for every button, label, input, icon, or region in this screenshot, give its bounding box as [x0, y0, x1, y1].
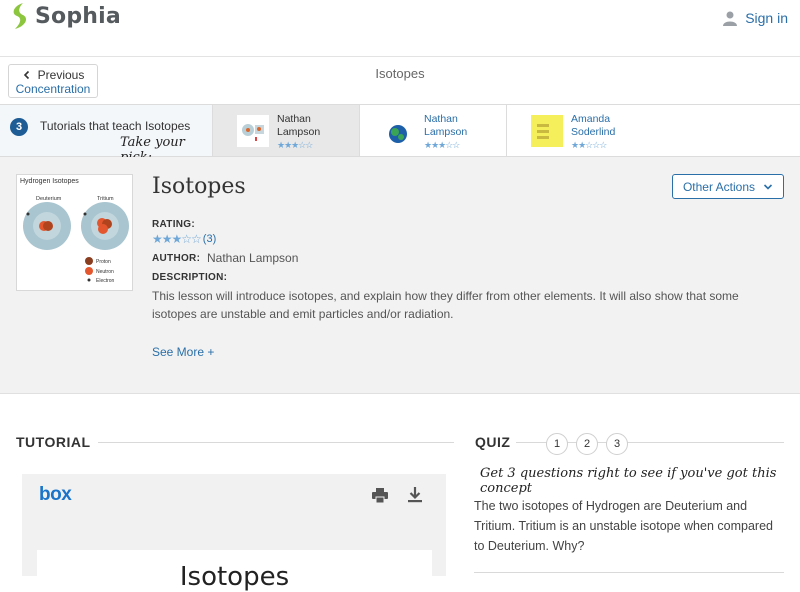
author-name: Nathan Lampson: [207, 251, 299, 265]
tutorial-picker-label: Tutorials that teach Isotopes: [40, 119, 191, 133]
brand-name: Sophia: [35, 3, 121, 29]
document-title: Isotopes: [179, 562, 290, 592]
sophia-leaf-icon: [9, 2, 31, 30]
author-first-name: Nathan: [277, 113, 311, 125]
lesson-description: This lesson will introduce isotopes, and explain how they differ from other elements. It will also show that some isotopes are unstable and emit particles and/or radiation.: [152, 289, 739, 321]
tutorial-picker-intro: [0, 105, 212, 156]
rating-count: (3): [202, 233, 217, 245]
tutorial-thumbnail: [237, 115, 269, 147]
tutorial-card[interactable]: [212, 105, 359, 156]
thumbnail-left-label: Deuterium: [36, 196, 62, 202]
tutorial-rating-stars: ★★★☆☆: [277, 140, 313, 150]
quiz-step-1[interactable]: 1: [546, 433, 568, 455]
lesson-thumbnail: [16, 174, 133, 291]
tutorial-author: [571, 113, 615, 139]
tutorial-author: [424, 113, 467, 139]
tutorial-card[interactable]: [359, 105, 506, 156]
previous-lesson-title: Concentration: [15, 82, 91, 96]
page-title: Isotopes: [375, 66, 425, 81]
print-icon[interactable]: [372, 488, 388, 503]
lesson-nav: [0, 58, 800, 104]
lesson-title: Isotopes: [152, 174, 246, 199]
quiz-question: The two isotopes of Hydrogen are Deuterium and Tritium. Tritium is an unstable isotope when compared to Deuterium. Why?: [474, 499, 773, 553]
tutorial-heading: TUTORIAL: [16, 434, 91, 450]
thumbnail-right-label: Tritium: [97, 196, 114, 202]
previous-label: Previous: [37, 68, 85, 82]
quiz-hint: Get 3 questions right to see if you've got this concept: [480, 466, 777, 496]
other-actions-label: Other Actions: [682, 179, 756, 194]
tutorial-rating-stars: ★★★☆☆: [424, 140, 460, 150]
site-header: [0, 0, 800, 57]
author-first-name: Amanda: [571, 113, 611, 125]
isotope-diagram: [17, 175, 134, 292]
author-last-name: Lampson: [424, 126, 468, 138]
legend-neutron: Neutron: [96, 269, 114, 275]
box-logo[interactable]: box: [39, 484, 72, 505]
sign-in-link[interactable]: [723, 10, 788, 26]
sign-in-label: Sign in: [745, 10, 788, 26]
author-last-name: Soderlind: [571, 126, 616, 138]
rating-label: RATING:: [152, 219, 196, 230]
legend-electron: Electron: [96, 278, 115, 284]
tutorial-divider: [98, 442, 454, 443]
lesson-details: [0, 157, 800, 394]
document-page: [37, 550, 432, 592]
author-first-name: Nathan: [424, 113, 458, 125]
quiz-step-3[interactable]: 3: [606, 433, 628, 455]
tutorial-count-badge: 3: [10, 118, 28, 136]
chevron-down-icon: [763, 183, 773, 191]
tutorial-picker: [0, 104, 800, 157]
box-document-viewer: [22, 474, 446, 592]
legend-proton: Proton: [96, 259, 111, 265]
description-label: DESCRIPTION:: [152, 272, 228, 283]
lesson-rating[interactable]: [152, 232, 216, 246]
quiz-step-2[interactable]: 2: [576, 433, 598, 455]
quiz-answer-divider: [474, 572, 784, 573]
tutorial-thumbnail: [384, 115, 416, 147]
sophia-logo[interactable]: [9, 2, 121, 30]
rating-stars: ★★★☆☆: [152, 232, 201, 246]
tutorial-rating-stars: ★★☆☆☆: [571, 140, 607, 150]
other-actions-dropdown[interactable]: [672, 174, 784, 199]
tutorial-author: [277, 113, 320, 139]
take-your-pick-text: Take your: [120, 135, 185, 150]
author-label: AUTHOR:: [152, 253, 201, 264]
tutorial-thumbnail: [531, 115, 563, 147]
see-more-link[interactable]: See More +: [152, 345, 215, 359]
quiz-step-indicator: [546, 433, 636, 455]
thumbnail-title: Hydrogen Isotopes: [20, 178, 79, 185]
author-last-name: Lampson: [277, 126, 321, 138]
download-icon[interactable]: [408, 487, 422, 503]
tutorial-card[interactable]: [506, 105, 800, 156]
quiz-heading: QUIZ: [475, 434, 511, 450]
user-icon: [723, 11, 737, 26]
